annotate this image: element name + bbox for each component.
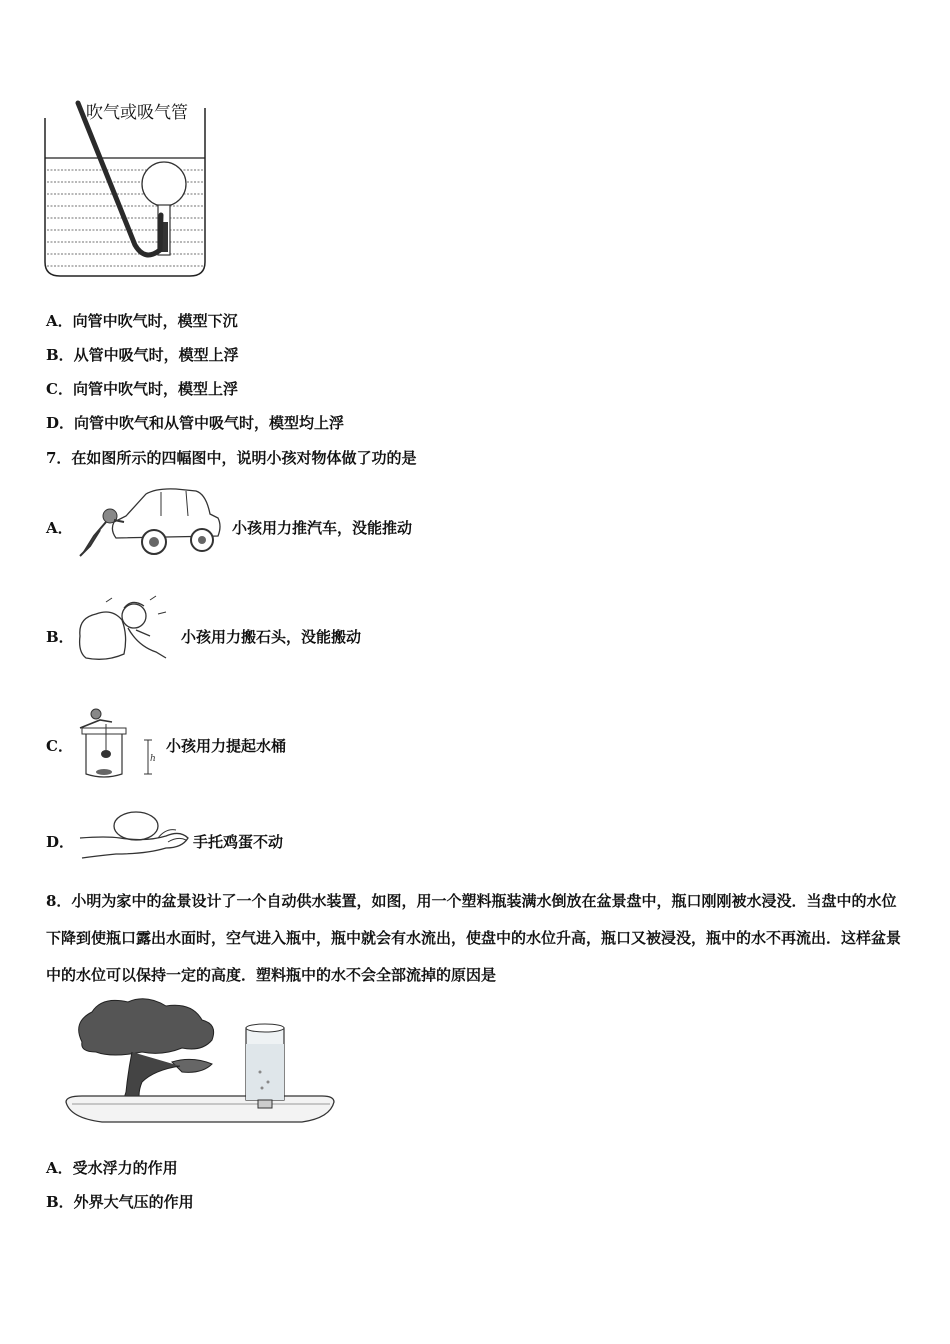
bonsai-water-device [62,992,342,1132]
height-mark: h [150,754,156,764]
q8-option-b: B．外界大气压的作用 [46,1193,194,1211]
lift-bucket-illustration [72,706,162,781]
q6-option-c: C．向管中吹气时，模型上浮 [46,380,238,398]
q7-option-d-letter: D． [46,833,75,851]
q7-option-d-caption: 手托鸡蛋不动 [193,833,284,851]
q7-option-b-letter: B． [46,628,74,646]
q8-option-a: A．受水浮力的作用 [46,1159,178,1177]
hold-egg-illustration [76,808,196,868]
tube-label: 吹气或吸气管 [86,103,188,123]
lift-stone-illustration [76,596,176,666]
q7-option-c-caption: 小孩用力提起水桶 [166,737,287,755]
q7-option-c-letter: C． [46,737,73,755]
q6-option-d: D．向管中吹气和从管中吸气时，模型均上浮 [46,414,345,432]
q7-option-a-caption: 小孩用力推汽车，没能推动 [232,519,413,537]
push-car-illustration [76,486,226,566]
q6-option-b: B．从管中吸气时，模型上浮 [46,346,239,364]
q7-option-b-caption: 小孩用力搬石头，没能搬动 [181,628,362,646]
q7-option-a-letter: A． [46,519,73,537]
q6-option-a: A．向管中吹气时，模型下沉 [46,312,238,330]
q7-stem: 7．在如图所示的四幅图中，说明小孩对物体做了功的是 [46,449,417,467]
q8-stem: 8．小明为家中的盆景设计了一个自动供水装置，如图，用一个塑料瓶装满水倒放在盆景盘中，瓶口刚刚被水浸没．当盘中的水位下降到使瓶口露出水面时，空气进入瓶中，瓶中就会有水流出，使盘中的水位升高，瓶口又被浸没，瓶中的水不再流出．这样盆景中的水位可以保持一定的高度．塑料瓶中的水不会全部流掉的原因是 [46,892,902,984]
